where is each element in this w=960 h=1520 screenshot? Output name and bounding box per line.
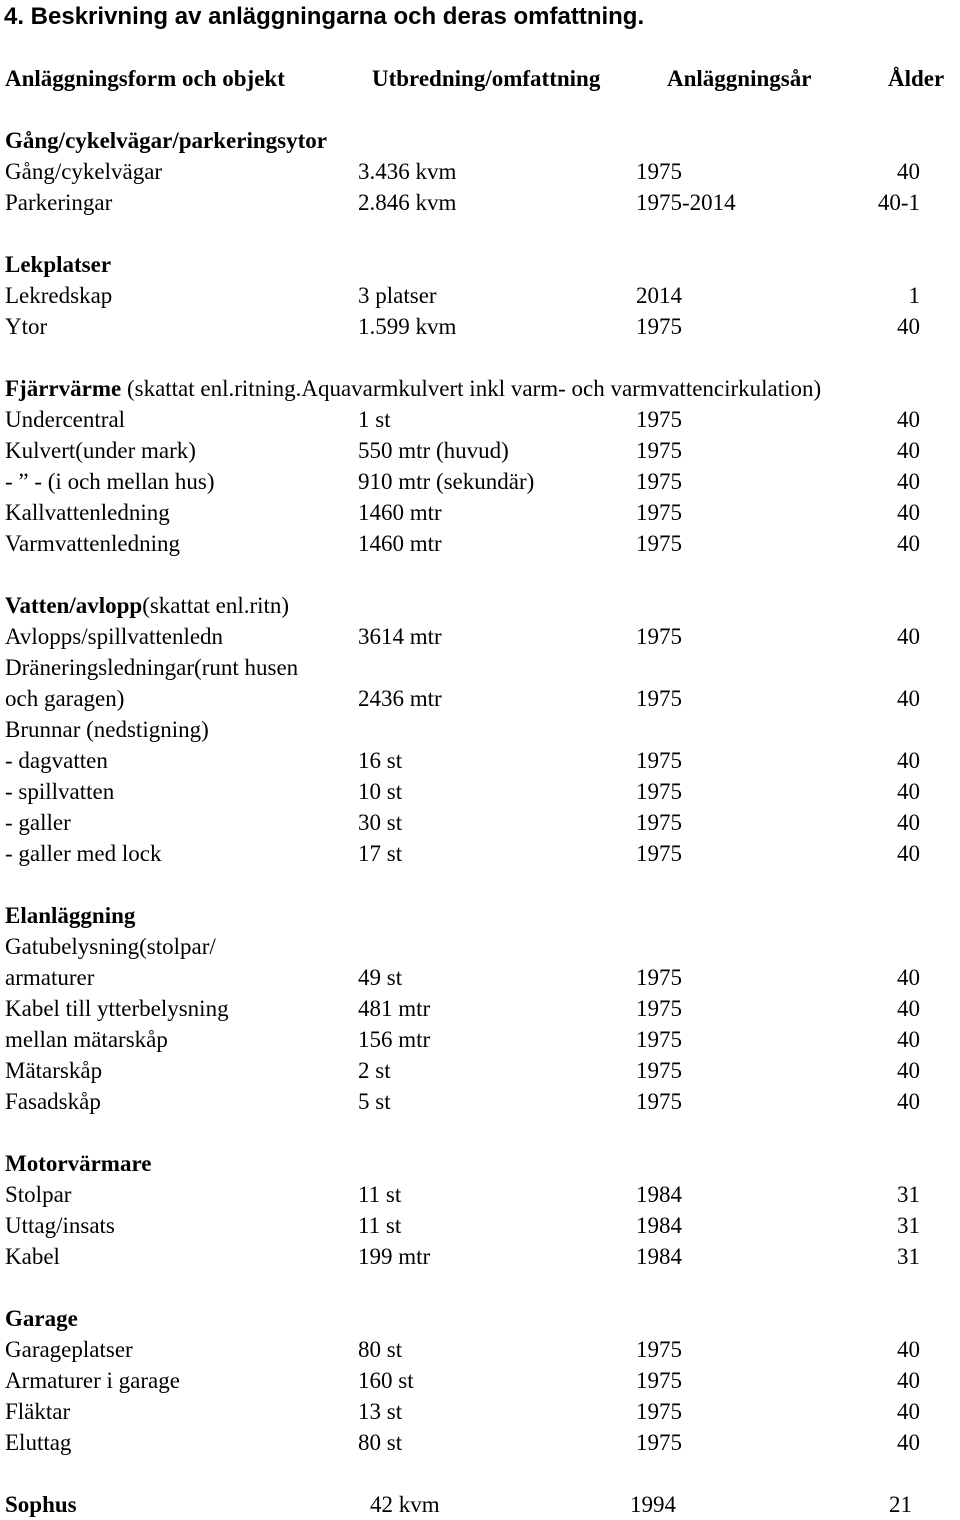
table-row bbox=[0, 1210, 960, 1241]
section-heading bbox=[0, 590, 960, 621]
section-title: Elanläggning bbox=[5, 903, 136, 928]
object-cell: Armaturer i garage bbox=[5, 1368, 180, 1393]
year-cell: 1975 bbox=[636, 438, 682, 463]
year-cell: 1975 bbox=[636, 531, 682, 556]
year-cell: 1975 bbox=[636, 624, 682, 649]
year-cell: 1975 bbox=[636, 1027, 682, 1052]
extent-cell: 5 st bbox=[358, 1089, 391, 1114]
extent-cell: 3.436 kvm bbox=[358, 159, 457, 184]
object-cell: armaturer bbox=[5, 965, 95, 990]
object-cell: - galler med lock bbox=[5, 841, 162, 866]
object-cell: Kallvattenledning bbox=[5, 500, 170, 525]
section-title: Lekplatser bbox=[5, 252, 112, 277]
age-cell: 40 bbox=[897, 779, 920, 804]
object-cell: Varmvattenledning bbox=[5, 531, 181, 556]
year-cell: 1975 bbox=[636, 500, 682, 525]
extent-cell: 13 st bbox=[358, 1399, 403, 1424]
object-cell: Eluttag bbox=[5, 1430, 72, 1455]
age-cell: 40 bbox=[897, 965, 920, 990]
table-row bbox=[0, 1427, 960, 1458]
year-cell: 1975 bbox=[636, 841, 682, 866]
extent-cell: 80 st bbox=[358, 1430, 403, 1455]
year-cell: 1975 bbox=[636, 1399, 682, 1424]
year-cell: 1975 bbox=[636, 779, 682, 804]
age-cell: 40 bbox=[897, 500, 920, 525]
age-cell: 40 bbox=[897, 1399, 920, 1424]
table-row bbox=[0, 652, 960, 683]
object-cell: Parkeringar bbox=[5, 190, 113, 215]
table-row bbox=[0, 1086, 960, 1117]
table-row bbox=[0, 497, 960, 528]
year-cell: 1984 bbox=[636, 1182, 682, 1207]
object-cell: Kabel bbox=[5, 1244, 60, 1269]
table-row bbox=[0, 1179, 960, 1210]
table-row bbox=[0, 156, 960, 187]
age-cell: 40 bbox=[897, 407, 920, 432]
extent-cell: 2.846 kvm bbox=[358, 190, 457, 215]
table-row-final bbox=[0, 1489, 960, 1520]
extent-cell: 550 mtr (huvud) bbox=[358, 438, 509, 463]
table-row bbox=[0, 683, 960, 714]
object-cell: Ytor bbox=[5, 314, 48, 339]
table-row bbox=[0, 1365, 960, 1396]
age-cell: 40 bbox=[897, 624, 920, 649]
table-row bbox=[0, 714, 960, 745]
extent-cell: 10 st bbox=[358, 779, 403, 804]
year-cell: 1975 bbox=[636, 996, 682, 1021]
object-cell: Fasadskåp bbox=[5, 1089, 101, 1114]
year-cell: 1984 bbox=[636, 1244, 682, 1269]
section-note: (skattat enl.ritning.Aquavarmkulvert inkl varm- och varmvattencirkulation) bbox=[121, 376, 822, 401]
table-row bbox=[0, 528, 960, 559]
table-row bbox=[0, 280, 960, 311]
year-cell: 1975 bbox=[636, 407, 682, 432]
extent-cell: 156 mtr bbox=[358, 1027, 431, 1052]
table-row bbox=[0, 776, 960, 807]
extent-cell: 16 st bbox=[358, 748, 403, 773]
table-row bbox=[0, 1241, 960, 1272]
object-cell: Garageplatser bbox=[5, 1337, 133, 1362]
age-cell: 40 bbox=[897, 1430, 920, 1455]
year-cell: 1984 bbox=[636, 1213, 682, 1238]
year-cell: 1975 bbox=[636, 748, 682, 773]
object-cell: Gång/cykelvägar bbox=[5, 159, 163, 184]
table-row bbox=[0, 838, 960, 869]
table-row bbox=[0, 1055, 960, 1086]
year-cell: 1994 bbox=[630, 1492, 676, 1517]
section-heading bbox=[0, 373, 960, 404]
age-cell: 31 bbox=[897, 1244, 920, 1269]
object-cell: Sophus bbox=[5, 1492, 77, 1517]
age-cell: 40 bbox=[897, 314, 920, 339]
extent-cell: 3614 mtr bbox=[358, 624, 442, 649]
object-cell: Stolpar bbox=[5, 1182, 72, 1207]
extent-cell: 49 st bbox=[358, 965, 403, 990]
section-heading-line bbox=[5, 373, 821, 404]
year-cell: 1975 bbox=[636, 1430, 682, 1455]
table-row bbox=[0, 1396, 960, 1427]
section-heading bbox=[0, 900, 960, 931]
object-cell: Uttag/insats bbox=[5, 1213, 115, 1238]
extent-cell: 17 st bbox=[358, 841, 403, 866]
age-cell: 31 bbox=[897, 1182, 920, 1207]
extent-cell: 481 mtr bbox=[358, 996, 431, 1021]
section-note: (skattat enl.ritn) bbox=[142, 593, 290, 618]
header-age: Ålder bbox=[888, 66, 945, 91]
table-row bbox=[0, 404, 960, 435]
section-heading bbox=[0, 249, 960, 280]
year-cell: 1975 bbox=[636, 469, 682, 494]
object-cell: Kabel till ytterbelysning bbox=[5, 996, 229, 1021]
object-cell: - spillvatten bbox=[5, 779, 115, 804]
extent-cell: 199 mtr bbox=[358, 1244, 431, 1269]
age-cell: 1 bbox=[908, 283, 920, 308]
column-header-row bbox=[0, 63, 960, 94]
section-heading bbox=[0, 1303, 960, 1334]
age-cell: 40 bbox=[897, 1368, 920, 1393]
section-title: Vatten/avlopp bbox=[5, 593, 143, 618]
object-cell: Lekredskap bbox=[5, 283, 113, 308]
age-cell: 40 bbox=[897, 159, 920, 184]
year-cell: 2014 bbox=[636, 283, 682, 308]
section-title: Garage bbox=[5, 1306, 78, 1331]
year-cell: 1975-2014 bbox=[636, 190, 736, 215]
section-heading-line bbox=[5, 590, 289, 621]
age-cell: 40 bbox=[897, 686, 920, 711]
extent-cell: 910 mtr (sekundär) bbox=[358, 469, 535, 494]
age-cell: 40 bbox=[897, 748, 920, 773]
age-cell: 40-1 bbox=[877, 190, 920, 215]
extent-cell: 1460 mtr bbox=[358, 500, 442, 525]
object-cell: Kulvert(under mark) bbox=[5, 438, 196, 463]
table-row bbox=[0, 435, 960, 466]
extent-cell: 3 platser bbox=[358, 283, 437, 308]
table-row bbox=[0, 187, 960, 218]
year-cell: 1975 bbox=[636, 159, 682, 184]
object-cell: - galler bbox=[5, 810, 71, 835]
age-cell: 40 bbox=[897, 841, 920, 866]
table-row bbox=[0, 807, 960, 838]
year-cell: 1975 bbox=[636, 965, 682, 990]
year-cell: 1975 bbox=[636, 1089, 682, 1114]
table-row bbox=[0, 993, 960, 1024]
object-cell: - dagvatten bbox=[5, 748, 108, 773]
table-row bbox=[0, 931, 960, 962]
extent-cell: 2436 mtr bbox=[358, 686, 442, 711]
age-cell: 40 bbox=[897, 438, 920, 463]
document-title: 4. Beskrivning av anläggningarna och deras omfattning. bbox=[4, 3, 645, 30]
object-cell: Gatubelysning(stolpar/ bbox=[5, 934, 216, 959]
year-cell: 1975 bbox=[636, 1337, 682, 1362]
extent-cell: 1460 mtr bbox=[358, 531, 442, 556]
table-row bbox=[0, 745, 960, 776]
section-heading bbox=[0, 125, 960, 156]
section-title: Gång/cykelvägar/parkeringsytor bbox=[5, 128, 327, 153]
age-cell: 40 bbox=[897, 1337, 920, 1362]
object-cell: - ” - (i och mellan hus) bbox=[5, 469, 215, 494]
age-cell: 40 bbox=[897, 1027, 920, 1052]
year-cell: 1975 bbox=[636, 1058, 682, 1083]
age-cell: 40 bbox=[897, 996, 920, 1021]
extent-cell: 80 st bbox=[358, 1337, 403, 1362]
extent-cell: 30 st bbox=[358, 810, 403, 835]
year-cell: 1975 bbox=[636, 810, 682, 835]
header-extent: Utbredning/omfattning bbox=[372, 66, 601, 91]
table-row bbox=[0, 962, 960, 993]
extent-cell: 11 st bbox=[358, 1182, 402, 1207]
year-cell: 1975 bbox=[636, 314, 682, 339]
table-row bbox=[0, 621, 960, 652]
extent-cell: 1 st bbox=[358, 407, 391, 432]
object-cell: Fläktar bbox=[5, 1399, 71, 1424]
extent-cell: 2 st bbox=[358, 1058, 391, 1083]
year-cell: 1975 bbox=[636, 686, 682, 711]
section-title: Fjärrvärme bbox=[5, 376, 122, 401]
extent-cell: 160 st bbox=[358, 1368, 414, 1393]
table-row bbox=[0, 311, 960, 342]
object-cell: och garagen) bbox=[5, 686, 125, 711]
object-cell: Undercentral bbox=[5, 407, 126, 432]
object-cell: Dräneringsledningar(runt husen bbox=[5, 655, 299, 680]
extent-cell: 42 kvm bbox=[370, 1492, 440, 1517]
extent-cell: 1.599 kvm bbox=[358, 314, 457, 339]
age-cell: 21 bbox=[889, 1492, 912, 1517]
object-cell: Avlopps/spillvattenledn bbox=[5, 624, 224, 649]
age-cell: 40 bbox=[897, 1058, 920, 1083]
section-title: Motorvärmare bbox=[5, 1151, 152, 1176]
extent-cell: 11 st bbox=[358, 1213, 402, 1238]
object-cell: Mätarskåp bbox=[5, 1058, 103, 1083]
object-cell: mellan mätarskåp bbox=[5, 1027, 168, 1052]
table-row bbox=[0, 1024, 960, 1055]
header-object: Anläggningsform och objekt bbox=[5, 66, 285, 91]
age-cell: 31 bbox=[897, 1213, 920, 1238]
age-cell: 40 bbox=[897, 1089, 920, 1114]
table-row bbox=[0, 466, 960, 497]
age-cell: 40 bbox=[897, 469, 920, 494]
object-cell: Brunnar (nedstigning) bbox=[5, 717, 209, 742]
section-heading bbox=[0, 1148, 960, 1179]
table-row bbox=[0, 1334, 960, 1365]
age-cell: 40 bbox=[897, 810, 920, 835]
year-cell: 1975 bbox=[636, 1368, 682, 1393]
header-year: Anläggningsår bbox=[667, 66, 812, 91]
age-cell: 40 bbox=[897, 531, 920, 556]
